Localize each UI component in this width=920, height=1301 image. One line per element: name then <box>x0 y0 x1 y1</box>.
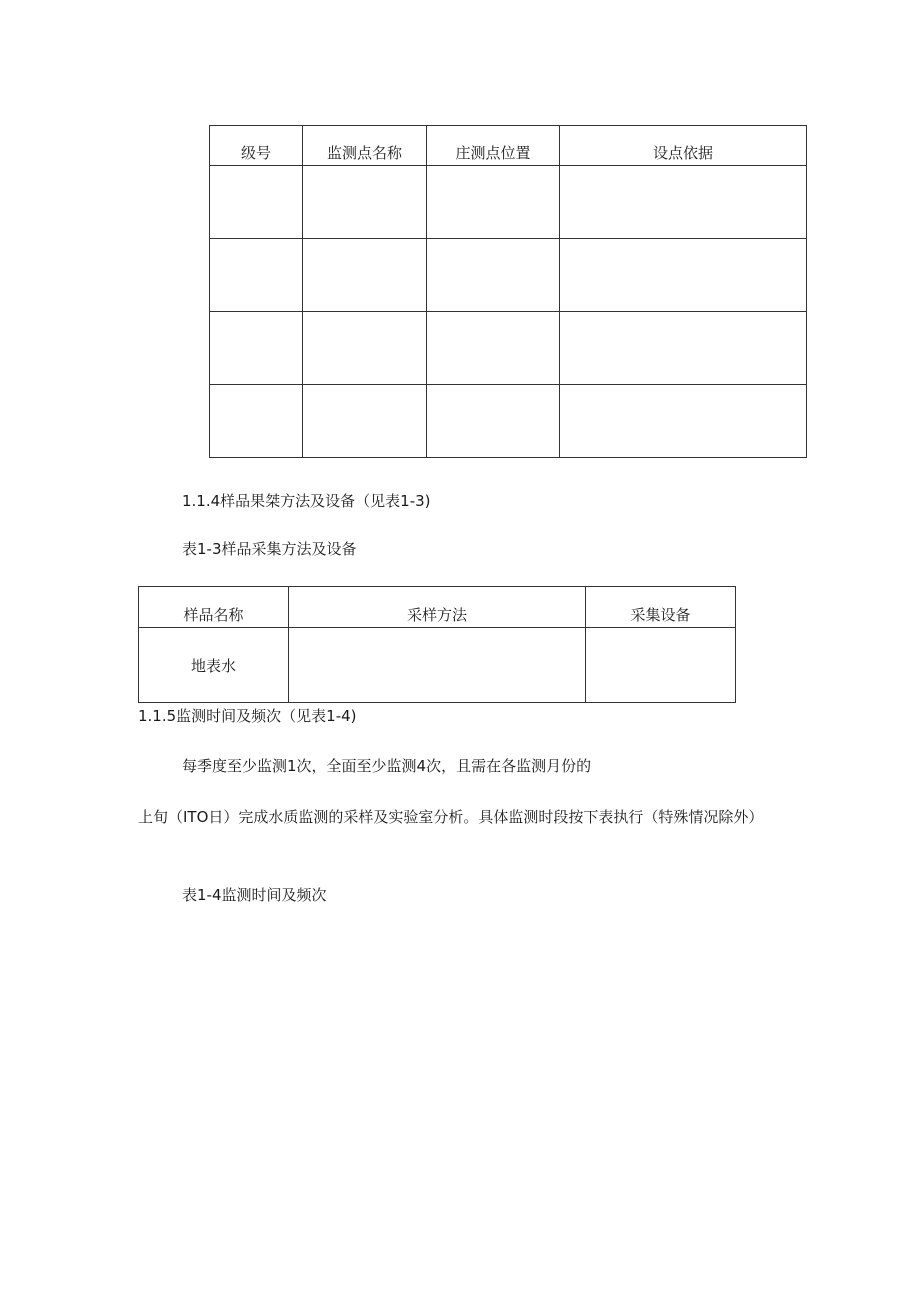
paragraph-line-2: 上旬（ITO日）完成水质监测的采样及实验室分析。具体监测时段按下表执行（特殊情况除外） <box>138 808 764 826</box>
table-cell <box>303 312 427 385</box>
table-cell <box>586 628 736 703</box>
table-row <box>139 628 736 703</box>
header-basis: 设点依据 <box>560 126 807 166</box>
table-cell <box>210 312 303 385</box>
table-row <box>210 166 807 239</box>
table-caption-1-4: 表1-4监测时间及频次 <box>182 886 327 904</box>
header-sample-name: 样品名称 <box>139 587 289 628</box>
header-sampling-method: 采样方法 <box>289 587 586 628</box>
section-heading-1-1-4: 1.1.4样品果桀方法及设备（见表1-3) <box>182 492 431 510</box>
table-cell <box>210 385 303 458</box>
table-cell <box>210 239 303 312</box>
table-cell <box>303 239 427 312</box>
table-cell <box>289 628 586 703</box>
sampling-methods-table <box>138 586 736 703</box>
header-point-name: 监测点名称 <box>303 126 427 166</box>
table-caption-1-3: 表1-3样品采集方法及设备 <box>182 540 357 558</box>
table-header-row <box>139 587 736 628</box>
table-cell <box>427 166 560 239</box>
table-cell <box>303 385 427 458</box>
table-cell: 地表水 <box>139 628 289 703</box>
table-cell <box>560 312 807 385</box>
table-row <box>210 239 807 312</box>
paragraph-line-1: 每季度至少监测1次，全面至少监测4次，且需在各监测月份的 <box>182 757 592 775</box>
table-cell <box>303 166 427 239</box>
table-cell <box>427 312 560 385</box>
table-row <box>210 385 807 458</box>
header-point-location: 庄测点位置 <box>427 126 560 166</box>
section-heading-1-1-5: 1.1.5监测时间及频次（见表1-4) <box>138 707 357 725</box>
table-cell <box>560 166 807 239</box>
table-cell <box>210 166 303 239</box>
table-cell <box>427 239 560 312</box>
monitoring-points-table <box>209 125 807 458</box>
table-cell <box>427 385 560 458</box>
header-sampling-equipment: 采集设备 <box>586 587 736 628</box>
table-cell <box>560 239 807 312</box>
table-row <box>210 312 807 385</box>
table-header-row <box>210 126 807 166</box>
header-level-no: 级号 <box>210 126 303 166</box>
table-cell <box>560 385 807 458</box>
